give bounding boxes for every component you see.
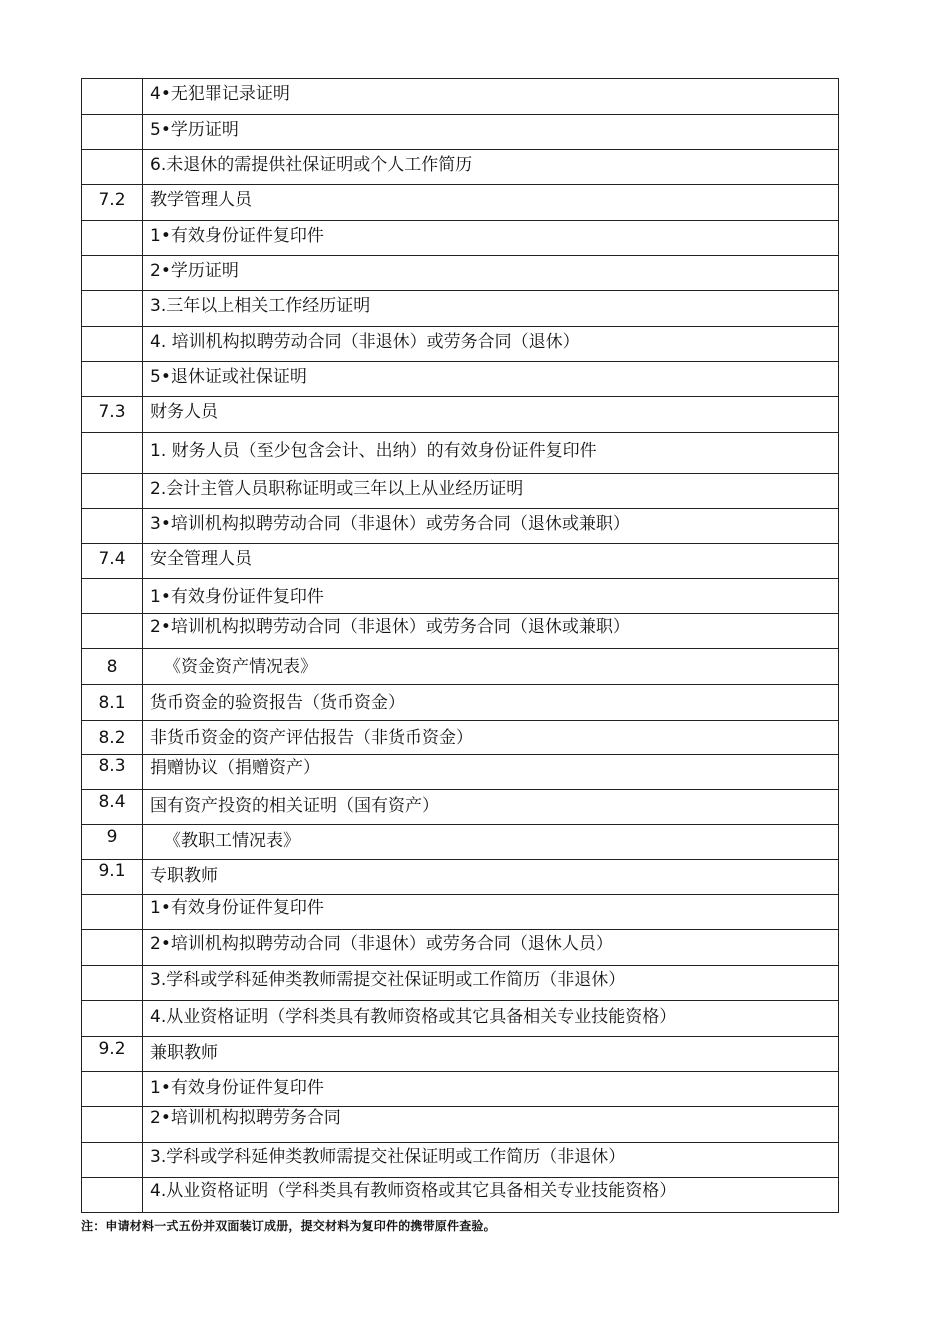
- item-text: 3.学科或学科延伸类教师需提交社保证明或工作简历（非退休）: [143, 1143, 839, 1178]
- table-row: [82, 579, 839, 614]
- item-number: 8: [82, 649, 143, 685]
- table-row: [82, 790, 839, 825]
- table-row: [82, 930, 839, 966]
- item-text: 教学管理人员: [143, 185, 839, 221]
- item-text: 2•培训机构拟聘劳务合同: [143, 1107, 839, 1143]
- item-number: [82, 327, 143, 362]
- table-row: [82, 433, 839, 474]
- item-text: 1•有效身份证件复印件: [143, 579, 839, 614]
- table-row: [82, 474, 839, 509]
- table-row: [82, 614, 839, 649]
- item-text: 捐赠协议（捐赠资产）: [143, 755, 839, 790]
- item-text: 6.未退休的需提供社保证明或个人工作简历: [143, 150, 839, 185]
- item-text: 国有资产投资的相关证明（国有资产）: [143, 790, 839, 825]
- item-number: [82, 362, 143, 397]
- item-number: [82, 1072, 143, 1107]
- item-number: [82, 930, 143, 966]
- item-number: [82, 895, 143, 930]
- item-number: [82, 966, 143, 1001]
- item-number: [82, 1001, 143, 1037]
- item-number: [82, 579, 143, 614]
- item-text: 2•学历证明: [143, 256, 839, 291]
- item-number: [82, 1107, 143, 1143]
- item-text: 《资金资产情况表》: [143, 649, 839, 685]
- item-text: 4. 培训机构拟聘劳动合同（非退休）或劳务合同（退休）: [143, 327, 839, 362]
- table-row: [82, 966, 839, 1001]
- table-row: [82, 362, 839, 397]
- table-row: [82, 115, 839, 150]
- item-text: 4•无犯罪记录证明: [143, 79, 839, 115]
- item-text: 兼职教师: [143, 1037, 839, 1072]
- item-text: 1. 财务人员（至少包含会计、出纳）的有效身份证件复印件: [143, 433, 839, 474]
- item-number: [82, 79, 143, 115]
- item-text: 3.学科或学科延伸类教师需提交社保证明或工作简历（非退休）: [143, 966, 839, 1001]
- item-text: 专职教师: [143, 860, 839, 895]
- item-number: 8.1: [82, 685, 143, 721]
- table-row: [82, 79, 839, 115]
- table-row: [82, 825, 839, 860]
- table-row: [82, 649, 839, 685]
- item-number: 7.3: [82, 397, 143, 433]
- item-number: 9: [82, 825, 143, 860]
- item-text: 3•培训机构拟聘劳动合同（非退休）或劳务合同（退休或兼职）: [143, 509, 839, 544]
- item-text: 财务人员: [143, 397, 839, 433]
- table-row: [82, 860, 839, 895]
- item-text: 4.从业资格证明（学科类具有教师资格或其它具备相关专业技能资格）: [143, 1001, 839, 1037]
- item-number: [82, 291, 143, 327]
- item-text: 5•退休证或社保证明: [143, 362, 839, 397]
- table-row: [82, 1001, 839, 1037]
- table-row: [82, 755, 839, 790]
- item-number: [82, 509, 143, 544]
- item-text: 5•学历证明: [143, 115, 839, 150]
- item-text: 4.从业资格证明（学科类具有教师资格或其它具备相关专业技能资格）: [143, 1178, 839, 1213]
- table-row: [82, 544, 839, 579]
- table-row: [82, 1178, 839, 1213]
- item-number: [82, 433, 143, 474]
- item-number: 7.2: [82, 185, 143, 221]
- table-row: [82, 721, 839, 755]
- item-text: 2•培训机构拟聘劳动合同（非退休）或劳务合同（退休人员）: [143, 930, 839, 966]
- item-text: 货币资金的验资报告（货币资金）: [143, 685, 839, 721]
- item-text: 1•有效身份证件复印件: [143, 221, 839, 256]
- table-row: [82, 291, 839, 327]
- item-number: 9.2: [82, 1037, 143, 1072]
- item-text: 1•有效身份证件复印件: [143, 1072, 839, 1107]
- item-number: 8.2: [82, 721, 143, 755]
- table-row: [82, 1143, 839, 1178]
- table-row: [82, 185, 839, 221]
- item-number: 8.3: [82, 755, 143, 790]
- table-row: [82, 150, 839, 185]
- item-number: [82, 1178, 143, 1213]
- footnote: 注：申请材料一式五份并双面装订成册，提交材料为复印件的携带原件查验。: [81, 1219, 496, 1233]
- item-text: 3.三年以上相关工作经历证明: [143, 291, 839, 327]
- item-number: [82, 150, 143, 185]
- item-number: 7.4: [82, 544, 143, 579]
- item-text: 2.会计主管人员职称证明或三年以上从业经历证明: [143, 474, 839, 509]
- table-row: [82, 221, 839, 256]
- item-number: [82, 474, 143, 509]
- item-text: 《教职工情况表》: [143, 825, 839, 860]
- item-text: 1•有效身份证件复印件: [143, 895, 839, 930]
- table-row: [82, 327, 839, 362]
- materials-table: [81, 78, 839, 1213]
- item-number: 8.4: [82, 790, 143, 825]
- item-number: [82, 256, 143, 291]
- table-row: [82, 1037, 839, 1072]
- table-row: [82, 685, 839, 721]
- item-number: [82, 614, 143, 649]
- table-row: [82, 397, 839, 433]
- item-number: [82, 221, 143, 256]
- item-number: [82, 115, 143, 150]
- table-row: [82, 1072, 839, 1107]
- item-text: 安全管理人员: [143, 544, 839, 579]
- table-row: [82, 509, 839, 544]
- item-number: [82, 1143, 143, 1178]
- table-row: [82, 1107, 839, 1143]
- item-text: 非货币资金的资产评估报告（非货币资金）: [143, 721, 839, 755]
- item-text: 2•培训机构拟聘劳动合同（非退休）或劳务合同（退休或兼职）: [143, 614, 839, 649]
- table-row: [82, 256, 839, 291]
- table-row: [82, 895, 839, 930]
- item-number: 9.1: [82, 860, 143, 895]
